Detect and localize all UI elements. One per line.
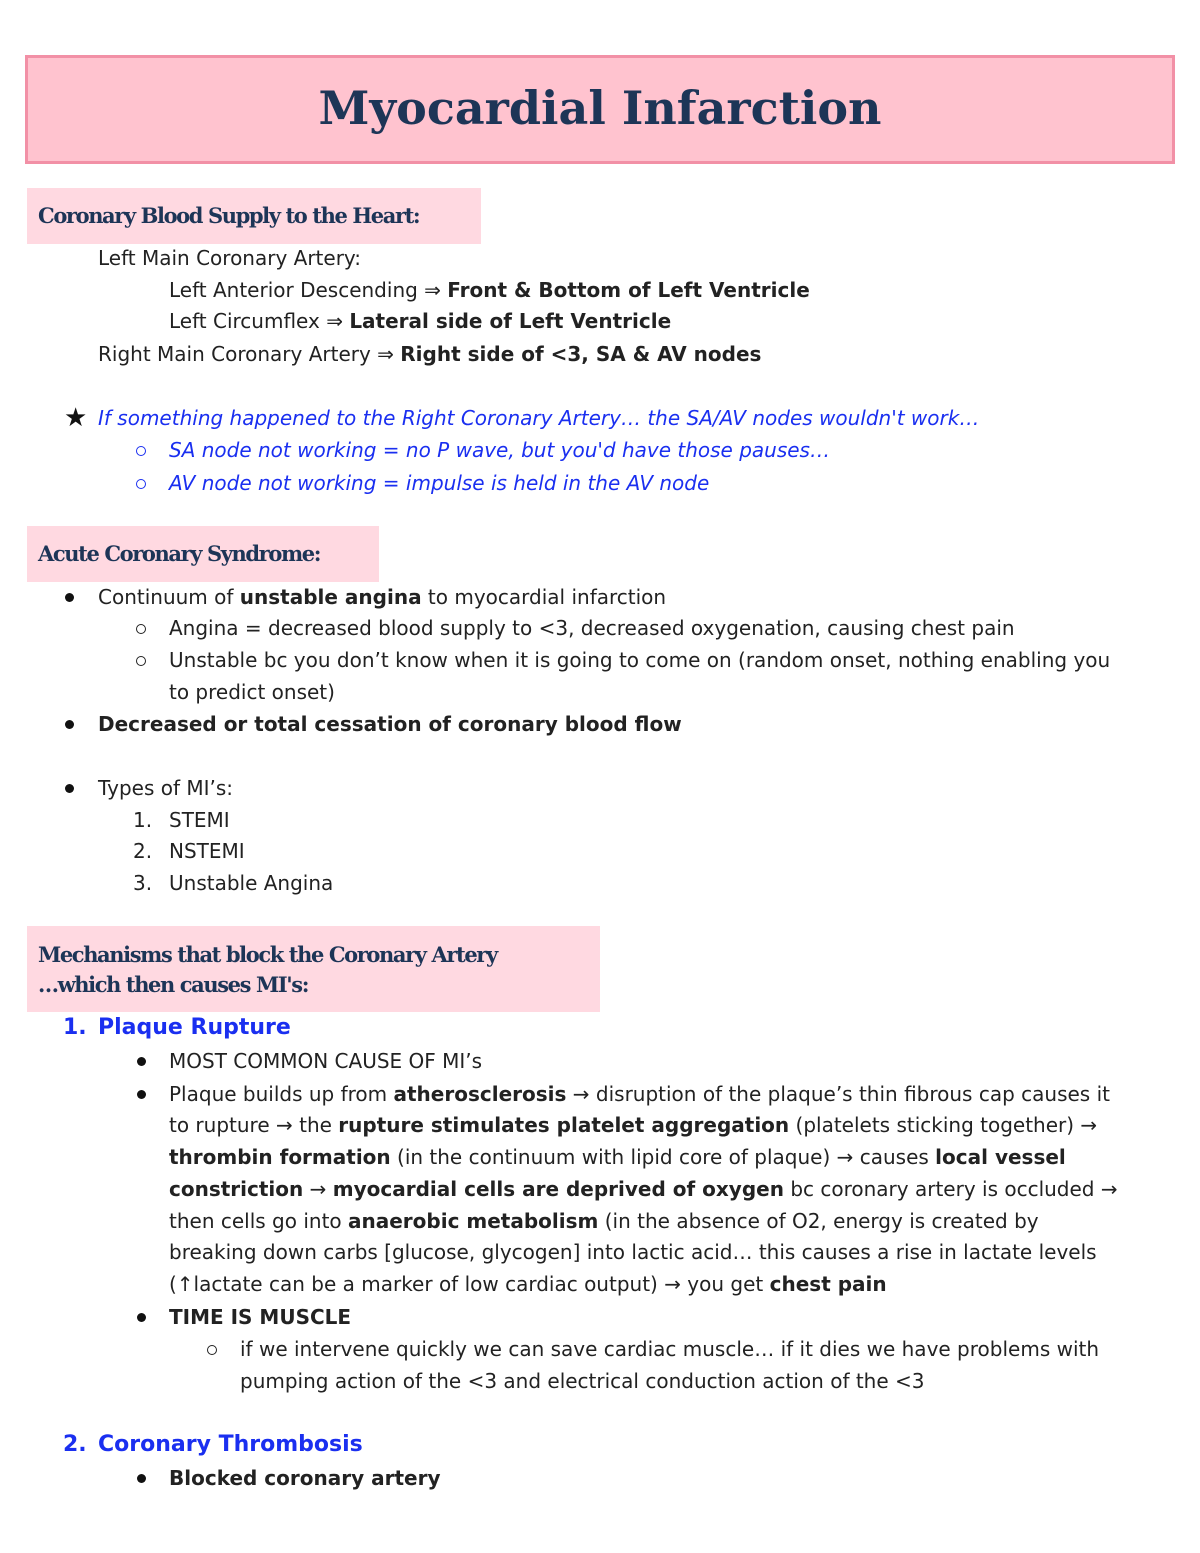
- text: bc coronary artery is occluded →: [783, 1177, 1118, 1201]
- text-bold: atherosclerosis: [393, 1082, 567, 1106]
- text-bold: chest pain: [769, 1272, 887, 1296]
- text: (↑lactate can be a marker of low cardiac output) → you get: [169, 1272, 770, 1296]
- text: (in the continuum with lipid core of plaque) → causes: [390, 1145, 936, 1169]
- section-heading-coronary: Coronary Blood Supply to the Heart:: [38, 203, 420, 228]
- text-bold: thrombin formation: [169, 1145, 391, 1169]
- mech1-line-6: breaking down carbs [glucose, glycogen] into lactic acid… this causes a rise in lactate levels: [169, 1240, 1097, 1264]
- text: (in the absence of O2, energy is created by: [598, 1209, 1039, 1233]
- hollow-bullet-icon: [136, 479, 146, 489]
- hollow-bullet-icon: [136, 656, 146, 666]
- text-bold: unstable angina: [239, 585, 422, 609]
- type-item: Unstable Angina: [169, 871, 334, 895]
- text-bold: constriction: [169, 1177, 304, 1201]
- rca-note-sub1: SA node not working = no P wave, but you'd have those pauses…: [169, 438, 830, 462]
- text-bold: rupture stimulates platelet aggregation: [338, 1113, 790, 1137]
- rmca-line: [98, 340, 761, 368]
- acs-bullet-1: [98, 583, 666, 611]
- mech1-bullet-1: MOST COMMON CAUSE OF MI’s: [169, 1049, 483, 1073]
- lcx-line: [169, 307, 671, 335]
- lcx-label: Left Circumflex ⇒: [169, 309, 350, 333]
- types-num-2: 2.: [133, 839, 153, 863]
- text: to myocardial infarction: [421, 585, 667, 609]
- mech1-sub-line2: pumping action of the <3 and electrical conduction action of the <3: [240, 1369, 925, 1393]
- type-item: NSTEMI: [169, 839, 245, 863]
- mech1-line-2: [169, 1111, 1097, 1139]
- hollow-bullet-icon: [136, 446, 146, 456]
- bullet-icon: [65, 593, 74, 602]
- text-bold: local vessel: [935, 1145, 1066, 1169]
- acs-bullet-2: Decreased or total cessation of coronary blood flow: [98, 712, 682, 736]
- text: (platelets sticking together) →: [789, 1113, 1098, 1137]
- star-icon: ★: [64, 403, 88, 433]
- page-title: Myocardial Infarction: [318, 81, 882, 135]
- mech2-bullet-1: Blocked coronary artery: [169, 1466, 441, 1490]
- bullet-icon: [137, 1057, 146, 1066]
- type-item: STEMI: [169, 808, 230, 832]
- text: →: [303, 1177, 333, 1201]
- lad-value: Front & Bottom of Left Ventricle: [447, 278, 810, 302]
- bullet-icon: [137, 1090, 146, 1099]
- acs-sub-2-line2: to predict onset): [169, 680, 335, 704]
- mech-num-2: 2.: [63, 1432, 87, 1457]
- text-bold: anaerobic metabolism: [348, 1209, 599, 1233]
- mech-title-2: Coronary Thrombosis: [98, 1432, 363, 1457]
- rmca-label: Right Main Coronary Artery ⇒: [98, 342, 401, 366]
- text: Continuum of: [98, 585, 240, 609]
- hollow-bullet-icon: [207, 1345, 217, 1355]
- section-heading-acs: Acute Coronary Syndrome:: [38, 541, 321, 566]
- lad-line: [169, 276, 810, 304]
- section-heading-mechanisms-2: …which then causes MI's:: [38, 972, 309, 997]
- title-banner: [25, 55, 1175, 164]
- mech1-line-3: [169, 1143, 1066, 1171]
- bullet-icon: [65, 720, 74, 729]
- mech1-bullet-3: TIME IS MUSCLE: [169, 1305, 352, 1329]
- rca-note: If something happened to the Right Coronary Artery… the SA/AV nodes wouldn't work…: [98, 406, 980, 430]
- text: Plaque builds up from: [169, 1082, 394, 1106]
- text: to rupture → the: [169, 1113, 339, 1137]
- mech1-line-7: [169, 1270, 887, 1298]
- mech-num-1: 1.: [63, 1015, 87, 1040]
- acs-bullet-3: Types of MI’s:: [98, 776, 234, 800]
- rmca-value: Right side of <3, SA & AV nodes: [400, 342, 762, 366]
- section-heading-mechanisms-1: Mechanisms that block the Coronary Artery: [38, 942, 497, 967]
- lad-label: Left Anterior Descending ⇒: [169, 278, 448, 302]
- types-num-1: 1.: [133, 808, 153, 832]
- rca-note-sub2: AV node not working = impulse is held in the AV node: [169, 471, 710, 495]
- lmca-line: Left Main Coronary Artery:: [98, 246, 362, 270]
- text-bold: myocardial cells are deprived of oxygen: [332, 1177, 784, 1201]
- bullet-icon: [137, 1313, 146, 1322]
- mech1-line-1: [169, 1080, 1110, 1108]
- mech-title-1: Plaque Rupture: [98, 1015, 291, 1040]
- mech1-sub-line1: if we intervene quickly we can save cardiac muscle… if it dies we have problems with: [240, 1337, 1100, 1361]
- types-num-3: 3.: [133, 871, 153, 895]
- hollow-bullet-icon: [136, 624, 146, 634]
- lcx-value: Lateral side of Left Ventricle: [349, 309, 672, 333]
- acs-sub-1: Angina = decreased blood supply to <3, decreased oxygenation, causing chest pain: [169, 616, 1015, 640]
- mech1-line-4: [169, 1175, 1118, 1203]
- mech1-line-5: [169, 1207, 1039, 1235]
- text: then cells go into: [169, 1209, 349, 1233]
- text: → disruption of the plaque’s thin fibrous cap causes it: [566, 1082, 1110, 1106]
- acs-sub-2-line1: Unstable bc you don’t know when it is going to come on (random onset, nothing enabling you: [169, 648, 1111, 672]
- bullet-icon: [65, 784, 74, 793]
- bullet-icon: [137, 1474, 146, 1483]
